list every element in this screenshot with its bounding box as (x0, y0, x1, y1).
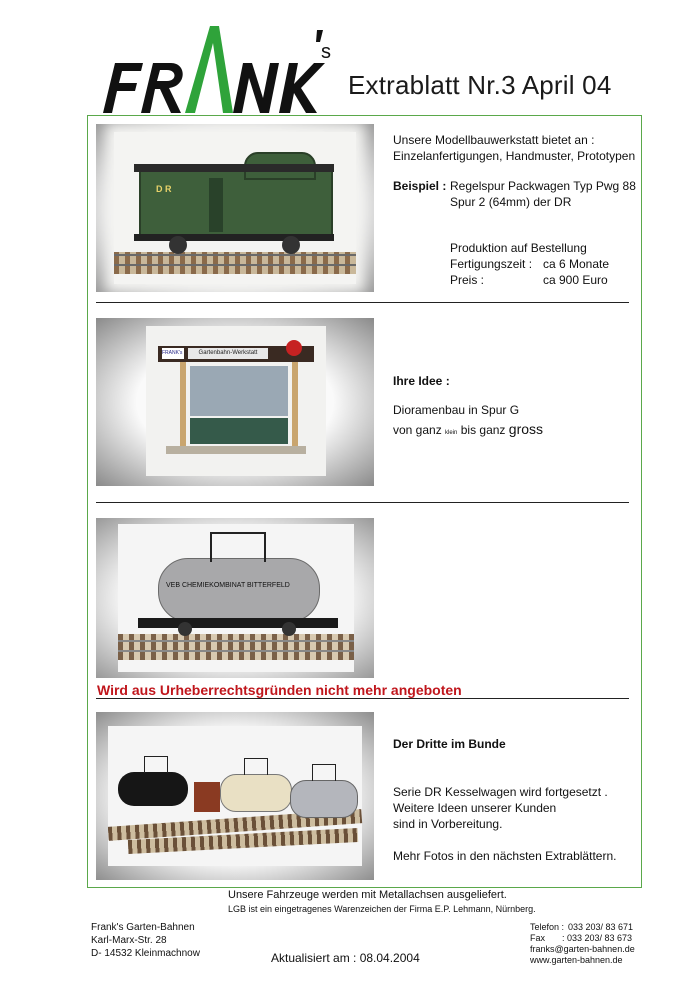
series-line-2: Weitere Ideen unserer Kunden (393, 801, 557, 815)
photo-sign: Gartenbahn-Werkstatt (188, 348, 268, 359)
example-line-2: Spur 2 (64mm) der DR (450, 195, 572, 209)
diorama-line-2b: bis ganz (460, 423, 506, 437)
price-value: ca 900 Euro (543, 273, 608, 287)
series-line-1: Serie DR Kesselwagen wird fortgesetzt . (393, 785, 608, 799)
photo-lettering-veb: VEB CHEMIEKOMBINAT BITTERFELD (166, 582, 290, 589)
fax-number: : 033 203/ 83 673 (562, 933, 633, 943)
svg-text:s: s (321, 41, 331, 63)
three-wagons-photo (96, 712, 374, 880)
diorama-line-2 (393, 421, 543, 441)
packwagen-photo (96, 124, 374, 292)
production-text: Produktion auf Bestellung (450, 241, 587, 255)
fax-label: Fax (530, 933, 546, 943)
address-street: Karl-Marx-Str. 28 (91, 935, 167, 946)
time-value: ca 6 Monate (543, 257, 610, 271)
diorama-small-word: klein (445, 430, 458, 436)
axles-note: Unsere Fahrzeuge werden mit Metallachsen ausgeliefert. (228, 889, 507, 901)
tank-wagon-photo (96, 518, 374, 678)
address-city: D- 14532 Kleinmachnow (91, 948, 200, 959)
trademark-note: LGB ist ein eingetragenes Warenzeichen der Firma E.P. Lehmann, Nürnberg. (228, 904, 536, 914)
copyright-notice: Wird aus Urheberrechtsgründen nicht mehr angeboten (97, 682, 462, 698)
diorama-line-2a: von ganz (393, 423, 442, 437)
divider (96, 502, 629, 503)
series-line-4: Mehr Fotos in den nächsten Extrablättern. (393, 849, 617, 863)
website-link[interactable]: www.garten-bahnen.de (530, 955, 623, 965)
intro-line-1: Unsere Modellbauwerkstatt bietet an : (393, 133, 595, 147)
photo-logo: FRANK's (162, 348, 184, 359)
example-label: Beispiel : (393, 179, 447, 193)
address-name: Frank's Garten-Bahnen (91, 922, 195, 933)
email-link[interactable]: franks@garten-bahnen.de (530, 944, 635, 954)
franks-logo (95, 18, 335, 128)
example-line-1: Regelspur Packwagen Typ Pwg 88 (450, 179, 636, 193)
phone-number: 033 203/ 83 671 (568, 922, 634, 932)
divider (96, 302, 629, 303)
divider (96, 698, 629, 699)
updated-date: Aktualisiert am : 08.04.2004 (271, 951, 420, 965)
diorama-line-1: Dioramenbau in Spur G (393, 403, 520, 417)
price-label: Preis : (450, 273, 485, 287)
series-line-3: sind in Vorbereitung. (393, 817, 503, 831)
third-heading: Der Dritte im Bunde (393, 737, 506, 751)
idea-heading: Ihre Idee : (393, 374, 450, 388)
diorama-photo (96, 318, 374, 486)
intro-line-2: Einzelanfertigungen, Handmuster, Prototypen (393, 149, 636, 163)
time-label: Fertigungszeit : (450, 257, 533, 271)
phone-label: Telefon : (530, 922, 565, 932)
photo-lettering-dr: D R (156, 184, 172, 194)
page-title: Extrablatt Nr.3 April 04 (348, 70, 612, 100)
diorama-big-word: gross (508, 421, 544, 437)
